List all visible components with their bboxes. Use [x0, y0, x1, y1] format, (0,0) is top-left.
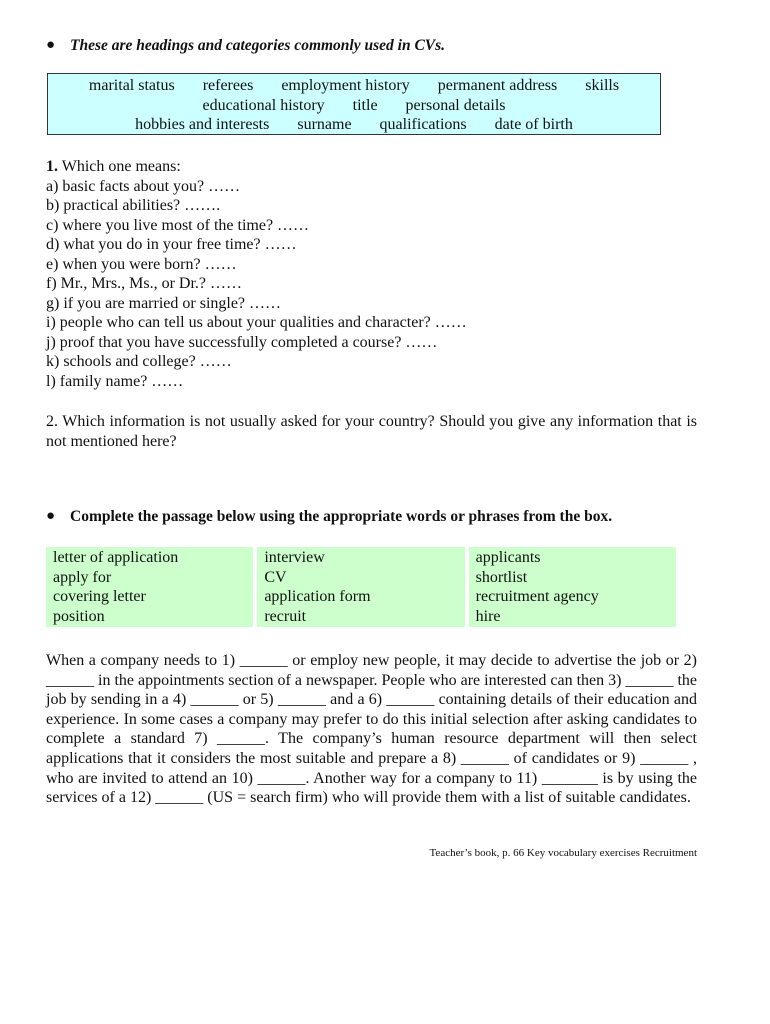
- cv-headings-row-3: [48, 115, 660, 135]
- cv-heading: employment history: [281, 77, 410, 94]
- cv-heading: educational history: [202, 96, 325, 114]
- bullet-dot-icon: ●: [46, 508, 56, 524]
- word-box-item: CV: [264, 568, 287, 586]
- word-box-item: apply for: [53, 568, 112, 586]
- cv-heading: marital status: [88, 77, 175, 94]
- question1-item: d) what you do in your free time? ……: [46, 236, 297, 253]
- word-box-column-3: [469, 547, 676, 627]
- question1-item: c) where you live most of the time? ……: [46, 216, 310, 234]
- word-box-item: interview: [264, 549, 325, 566]
- cv-headings-row-1: [48, 76, 660, 96]
- section2-heading-text: Complete the passage below using the appropriate words or phrases from the box.: [70, 508, 613, 525]
- word-box-item: position: [53, 607, 105, 625]
- question1-item: l) family name? ……: [46, 372, 184, 390]
- question1-item: j) proof that you have successfully completed a course? ……: [46, 333, 438, 351]
- question1-item: f) Mr., Mrs., Ms., or Dr.? ……: [46, 275, 242, 292]
- cv-heading: date of birth: [494, 116, 573, 133]
- word-box-item: hire: [475, 607, 501, 625]
- cv-heading: permanent address: [437, 77, 558, 94]
- cv-heading: title: [352, 96, 378, 114]
- question1-item: b) practical abilities? …….: [46, 197, 221, 214]
- word-box-item: covering letter: [53, 588, 146, 605]
- cv-heading: skills: [585, 77, 620, 94]
- source-citation: Teacher’s book, p. 66 Key vocabulary exercises Recruitment: [429, 847, 697, 859]
- word-box-item: recruitment agency: [475, 588, 599, 605]
- cv-heading: personal details: [405, 96, 506, 114]
- question2-text: 2. Which information is not usually asked for your country? Should you give any information that is not mentioned here?: [46, 413, 697, 450]
- cv-heading: referees: [202, 77, 254, 94]
- word-box-item: recruit: [264, 607, 307, 625]
- question1-item: g) if you are married or single? ……: [46, 294, 282, 312]
- cv-headings-row-2: [48, 96, 660, 116]
- question1-item: i) people who can tell us about your qualities and character? ……: [46, 314, 467, 331]
- question1-stem-text: Which one means:: [58, 158, 181, 175]
- cv-heading: surname: [297, 116, 352, 133]
- question1-item: e) when you were born? ……: [46, 255, 237, 273]
- word-box-column-2: [257, 547, 464, 627]
- word-box-item: application form: [264, 588, 371, 605]
- question1-stem: [46, 157, 467, 177]
- question1-list: [46, 157, 467, 391]
- word-box: [46, 547, 676, 627]
- word-box-item: shortlist: [475, 568, 528, 586]
- word-box-column-1: [46, 547, 253, 627]
- cv-heading: qualifications: [379, 116, 467, 133]
- question1-number: 1.: [46, 158, 58, 175]
- bullet-dot-icon: ●: [46, 37, 56, 53]
- section1-heading: [46, 36, 697, 56]
- question1-item: k) schools and college? ……: [46, 353, 232, 370]
- cv-heading: hobbies and interests: [135, 116, 270, 133]
- word-box-item: letter of application: [53, 549, 179, 566]
- question1-item: a) basic facts about you? ……: [46, 177, 241, 195]
- word-box-item: applicants: [475, 549, 541, 566]
- gap-fill-passage: When a company needs to 1) ______ or employ new people, it may decide to advertise the job or 2) ______ in the appointments section of a newspaper. People who are interested can then 3) ______ the job by sending in a 4) ______ or 5) ______ and a 6) ______ containing details of their education and experience. In some cases a company may prefer to do this initial selection after asking candidates to complete a standard 7) ______. The company’s human resource department will then select applications that it considers the most suitable and prepare a 8) ______ of candidates or 9) ______ , who are invited to attend an 10) ______. Another way for a company to 11) _______ is by using the services of a 12) ______ (US = search firm) who will provide them with a list of suitable candidates.: [46, 652, 697, 807]
- section2-heading: [46, 507, 697, 527]
- section1-heading-text: These are headings and categories commonly used in CVs.: [70, 37, 446, 54]
- cv-headings-box: [47, 73, 661, 135]
